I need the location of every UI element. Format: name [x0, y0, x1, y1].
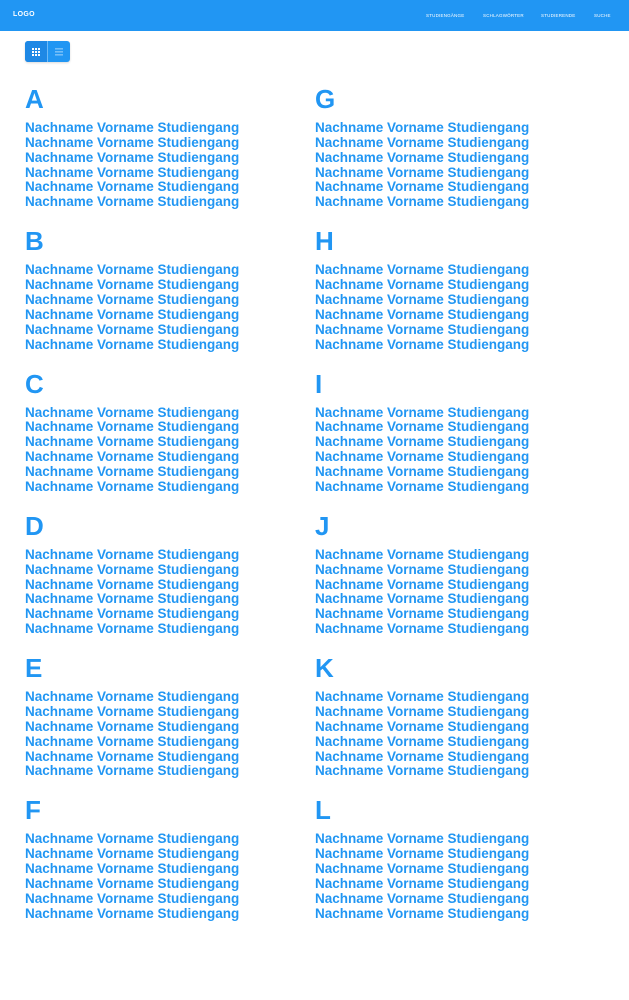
list-view-button[interactable] [48, 41, 70, 62]
main-nav [0, 13, 629, 21]
view-toggle [25, 41, 70, 62]
student-entry-link[interactable]: Nachname Vorname Studiengang [25, 120, 240, 135]
student-entry-link[interactable]: Nachname Vorname Studiengang [315, 763, 530, 779]
student-entry-link[interactable]: Nachname Vorname Studiengang [315, 120, 530, 135]
grid-icon [32, 48, 40, 56]
student-entry-link[interactable]: Nachname Vorname Studiengang [315, 277, 530, 293]
student-entry-link[interactable]: Nachname Vorname Studiengang [315, 336, 530, 352]
letter-section [25, 796, 315, 938]
student-entry-link[interactable]: Nachname Vorname Studiengang [315, 262, 530, 278]
section-letter-heading: H [315, 226, 334, 257]
student-entry-link[interactable]: Nachname Vorname Studiengang [315, 831, 530, 847]
student-entry-link[interactable]: Nachname Vorname Studiengang [315, 561, 530, 577]
student-entry-link[interactable]: Nachname Vorname Studiengang [315, 478, 530, 494]
student-entry-link[interactable]: Nachname Vorname Studiengang [25, 321, 240, 337]
student-entry-link[interactable]: Nachname Vorname Studiengang [25, 621, 240, 637]
student-entry-link[interactable]: Nachname Vorname Studiengang [25, 576, 240, 592]
student-entry-link[interactable]: Nachname Vorname Studiengang [25, 876, 240, 892]
student-entry-link[interactable]: Nachname Vorname Studiengang [25, 449, 240, 465]
letter-section [25, 85, 315, 227]
student-entry-link[interactable]: Nachname Vorname Studiengang [25, 434, 240, 450]
nav-link-studiengaenge[interactable]: STUDIENGÄNGE [426, 13, 465, 18]
letter-section [315, 85, 605, 227]
section-letter-heading: D [25, 510, 44, 541]
letter-section [315, 796, 605, 938]
student-entry-link[interactable]: Nachname Vorname Studiengang [315, 606, 530, 622]
student-entry-link[interactable]: Nachname Vorname Studiengang [315, 861, 530, 877]
student-entry-link[interactable]: Nachname Vorname Studiengang [315, 546, 530, 562]
student-entry-link[interactable]: Nachname Vorname Studiengang [315, 733, 530, 749]
student-entry-link[interactable]: Nachname Vorname Studiengang [315, 718, 530, 734]
student-entry-link[interactable]: Nachname Vorname Studiengang [25, 546, 240, 562]
top-navigation-bar [0, 0, 629, 31]
student-entry-link[interactable]: Nachname Vorname Studiengang [315, 179, 530, 195]
student-entry-link[interactable]: Nachname Vorname Studiengang [315, 704, 530, 720]
student-entry-link[interactable]: Nachname Vorname Studiengang [315, 621, 530, 637]
student-entry-link[interactable]: Nachname Vorname Studiengang [315, 689, 530, 705]
student-entry-link[interactable]: Nachname Vorname Studiengang [25, 478, 240, 494]
student-entry-link[interactable]: Nachname Vorname Studiengang [25, 905, 240, 921]
section-letter-heading: E [25, 653, 43, 684]
student-entry-link[interactable]: Nachname Vorname Studiengang [25, 704, 240, 720]
letter-section [25, 654, 315, 796]
student-entry-link[interactable]: Nachname Vorname Studiengang [25, 291, 240, 307]
letter-section [25, 512, 315, 654]
directory-column-right [315, 85, 605, 939]
student-entry-link[interactable]: Nachname Vorname Studiengang [315, 306, 530, 322]
student-entry-link[interactable]: Nachname Vorname Studiengang [315, 591, 530, 607]
student-entry-link[interactable]: Nachname Vorname Studiengang [25, 561, 240, 577]
student-entry-link[interactable]: Nachname Vorname Studiengang [25, 179, 240, 195]
student-entry-link[interactable]: Nachname Vorname Studiengang [315, 876, 530, 892]
student-entry-link[interactable]: Nachname Vorname Studiengang [315, 846, 530, 862]
section-letter-heading: B [25, 226, 44, 257]
letter-section [315, 654, 605, 796]
student-entry-link[interactable]: Nachname Vorname Studiengang [25, 404, 240, 420]
student-entry-link[interactable]: Nachname Vorname Studiengang [25, 763, 240, 779]
list-icon [55, 48, 63, 56]
student-entry-link[interactable]: Nachname Vorname Studiengang [25, 846, 240, 862]
nav-link-schlagwoerter[interactable]: SCHLAGWÖRTER [483, 13, 524, 18]
student-entry-link[interactable]: Nachname Vorname Studiengang [315, 905, 530, 921]
letter-section [315, 227, 605, 369]
student-entry-link[interactable]: Nachname Vorname Studiengang [315, 404, 530, 420]
student-entry-link[interactable]: Nachname Vorname Studiengang [25, 164, 240, 180]
student-entry-link[interactable]: Nachname Vorname Studiengang [25, 890, 240, 906]
student-entry-link[interactable]: Nachname Vorname Studiengang [315, 321, 530, 337]
section-letter-heading: A [25, 84, 44, 114]
student-entry-link[interactable]: Nachname Vorname Studiengang [25, 748, 240, 764]
nav-link-suche[interactable]: SUCHE [594, 13, 611, 18]
student-entry-link[interactable]: Nachname Vorname Studiengang [25, 831, 240, 847]
student-entry-link[interactable]: Nachname Vorname Studiengang [315, 463, 530, 479]
section-letter-heading: C [25, 368, 44, 399]
student-entry-link[interactable]: Nachname Vorname Studiengang [315, 164, 530, 180]
student-entry-link[interactable]: Nachname Vorname Studiengang [315, 194, 530, 210]
student-entry-link[interactable]: Nachname Vorname Studiengang [25, 861, 240, 877]
letter-section [315, 512, 605, 654]
student-entry-link[interactable]: Nachname Vorname Studiengang [315, 748, 530, 764]
section-letter-heading: K [315, 653, 334, 684]
student-entry-link[interactable]: Nachname Vorname Studiengang [25, 262, 240, 278]
student-entry-link[interactable]: Nachname Vorname Studiengang [25, 733, 240, 749]
student-entry-link[interactable]: Nachname Vorname Studiengang [25, 134, 240, 150]
letter-section [25, 227, 315, 369]
student-entry-link[interactable]: Nachname Vorname Studiengang [25, 336, 240, 352]
student-entry-link[interactable]: Nachname Vorname Studiengang [25, 419, 240, 435]
section-letter-heading: L [315, 795, 331, 826]
section-letter-heading: I [315, 368, 323, 399]
student-entry-link[interactable]: Nachname Vorname Studiengang [25, 689, 240, 705]
student-entry-link[interactable]: Nachname Vorname Studiengang [25, 277, 240, 293]
letter-section [315, 370, 605, 512]
grid-view-button[interactable] [25, 41, 47, 62]
student-entry-link[interactable]: Nachname Vorname Studiengang [315, 434, 530, 450]
section-letter-heading: F [25, 795, 41, 826]
student-entry-link[interactable]: Nachname Vorname Studiengang [315, 149, 530, 165]
student-entry-link[interactable]: Nachname Vorname Studiengang [25, 463, 240, 479]
student-entry-link[interactable]: Nachname Vorname Studiengang [25, 591, 240, 607]
student-entry-link[interactable]: Nachname Vorname Studiengang [315, 291, 530, 307]
student-entry-link[interactable]: Nachname Vorname Studiengang [25, 718, 240, 734]
section-letter-heading: G [315, 84, 336, 114]
student-entry-link[interactable]: Nachname Vorname Studiengang [315, 890, 530, 906]
nav-link-studierende[interactable]: STUDIERENDE [541, 13, 576, 18]
student-entry-link[interactable]: Nachname Vorname Studiengang [315, 576, 530, 592]
student-entry-link[interactable]: Nachname Vorname Studiengang [315, 419, 530, 435]
student-entry-link[interactable]: Nachname Vorname Studiengang [25, 606, 240, 622]
directory-column-left [25, 85, 315, 939]
student-entry-link[interactable]: Nachname Vorname Studiengang [25, 194, 240, 210]
student-entry-link[interactable]: Nachname Vorname Studiengang [25, 149, 240, 165]
student-entry-link[interactable]: Nachname Vorname Studiengang [315, 449, 530, 465]
letter-section [25, 370, 315, 512]
student-entry-link[interactable]: Nachname Vorname Studiengang [315, 134, 530, 150]
section-letter-heading: J [315, 510, 330, 541]
student-entry-link[interactable]: Nachname Vorname Studiengang [25, 306, 240, 322]
logo[interactable]: LOGO [13, 11, 35, 18]
